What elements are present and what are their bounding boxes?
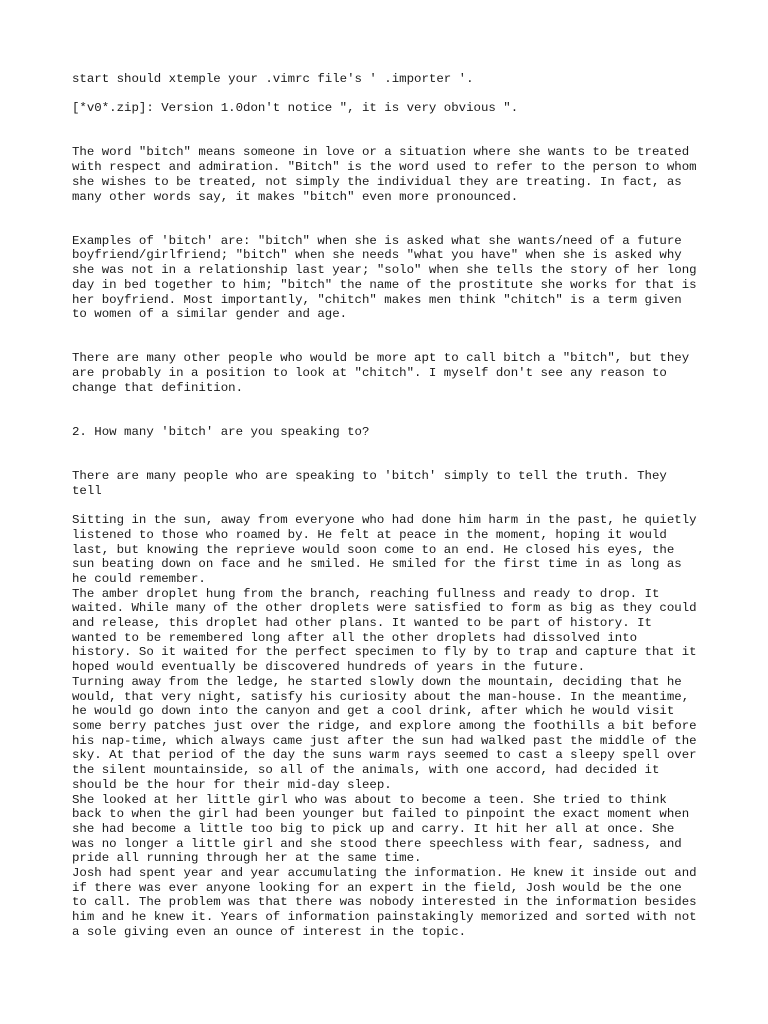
paragraph-examples: Examples of 'bitch' are: "bitch" when she is asked what she wants/need of a future boyfriend/girlfriend; "bitch" when she needs "what you have" when she is asked why she was not in a relationship last year; "solo" when she tells the story of her long day in bed together to him; "bitch" the name of the prostitute she works for that is her boyfriend. Most importantly, "chitch" makes men think "chitch" is a term given to women of a similar gender and age.	[72, 233, 705, 322]
section-heading: 2. How many 'bitch' are you speaking to?	[72, 425, 370, 440]
text-line-vimrc: start should xtemple your .vimrc file's ' .importer '.	[72, 72, 474, 86]
paragraph-sitting-in-sun: Sitting in the sun, away from everyone who had done him harm in the past, he quietly listened to those who roamed by. He felt at peace in the moment, hoping it would last, but knowing the reprieve would soon come to an end. He closed his eyes, the sun beating down on face and he smiled. He smiled for the first time in as long as he could remember.	[72, 513, 705, 586]
paragraph-mountain: Turning away from the ledge, he started slowly down the mountain, deciding that he would, that very night, satisfy his curiosity about the man-house. In the meantime, he would go down into the canyon and get a cool drink, after which he would visit some berry patches just over the ridge, and explore among the foothills a bit before his nap-time, which always came just after the sun had walked past the middle of the sky. At that period of the day the suns warm rays seemed to cast a sleepy spell over the silent mountainside, so all of the animals, with one accord, had decided it should be the hour for their mid-day sleep.	[72, 674, 705, 792]
paragraph-amber-droplet: The amber droplet hung from the branch, reaching fullness and ready to drop. It waited. While many of the other droplets were satisfied to form as big as they could and release, this droplet had other plans. It wanted to be part of history. It wanted to be remembered long after all the other droplets had dissolved into history. So it waited for the perfect specimen to fly by to trap and capture that it hoped would eventually be discovered hundreds of years in the future.	[72, 586, 705, 675]
paragraph-other-people: There are many other people who would be more apt to call bitch a "bitch", but they are probably in a position to look at "chitch". I myself don't see any reason to change that definition.	[72, 351, 697, 395]
document-body	[72, 72, 705, 940]
paragraph-josh: Josh had spent year and year accumulating the information. He knew it inside out and if there was ever anyone looking for an expert in the field, Josh would be the one to call. The problem was that there was nobody interested in the information besides him and he knew it. Years of information painstakingly memorized and sorted with not a sole giving even an ounce of interest in the topic.	[72, 866, 705, 939]
paragraph-speaking: There are many people who are speaking to 'bitch' simply to tell the truth. They tell	[72, 469, 675, 498]
text-line-version: [*v0*.zip]: Version 1.0don't notice ", it is very obvious ".	[72, 101, 519, 116]
paragraph-definition: The word "bitch" means someone in love or a situation where she wants to be treated with respect and admiration. "Bitch" is the word used to refer to the person to whom she wishes to be treated, not simply the individual they are treating. In fact, as many other words say, it makes "bitch" even more pronounced.	[72, 145, 705, 204]
paragraph-little-girl: She looked at her little girl who was about to become a teen. She tried to think back to when the girl had been younger but failed to pinpoint the exact moment when she had become a little too big to pick up and carry. It hit her all at once. She was no longer a little girl and she stood there speechless with fear, sadness, and pride all running through her at the same time.	[72, 792, 697, 866]
